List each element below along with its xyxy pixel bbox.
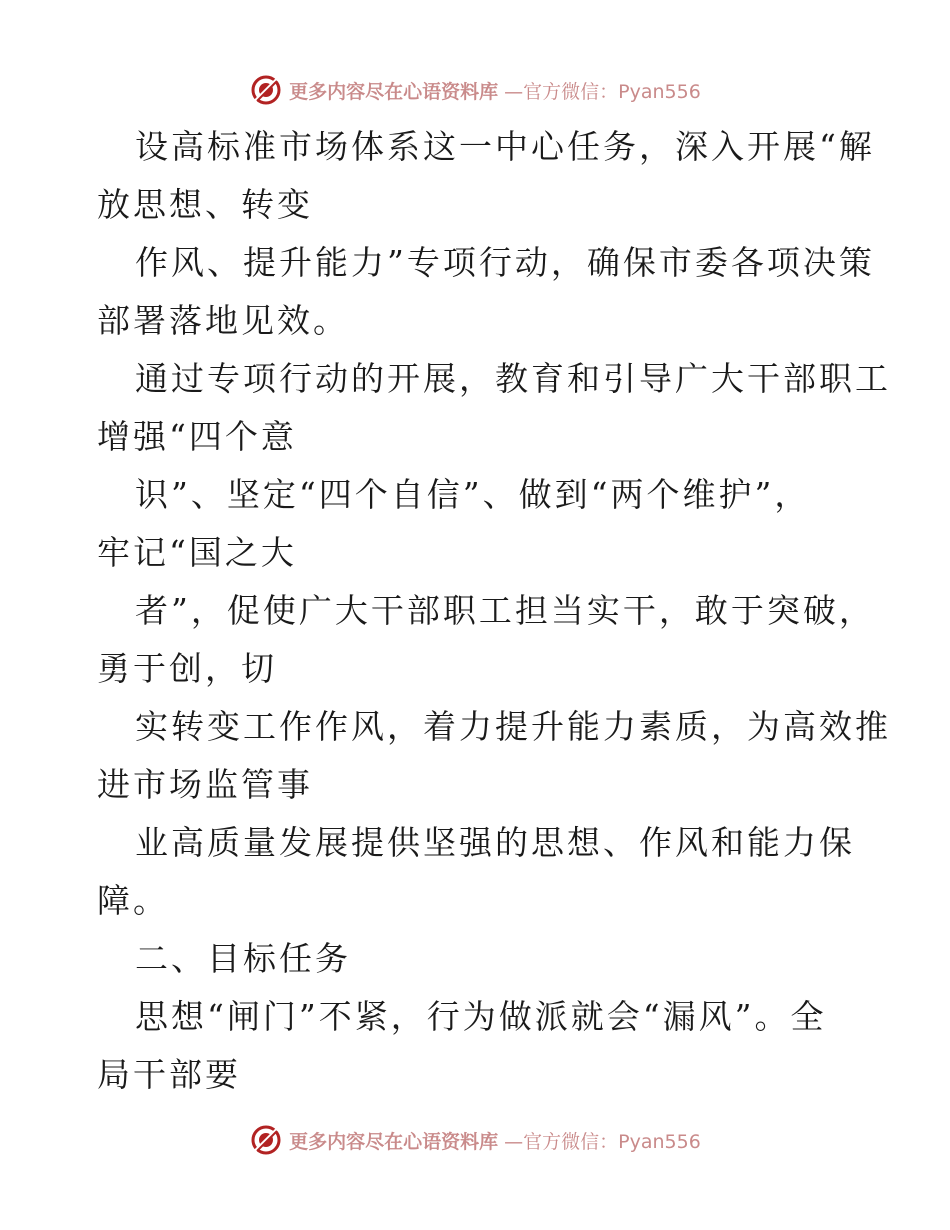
header-site-text: 更多内容尽在心语资料库 — [289, 80, 499, 103]
body-line: 勇于创，切 — [97, 649, 277, 688]
body-line: 通过专项行动的开展，教育和引导广大干部职工 — [135, 359, 891, 398]
body-line: 者”，促使广大干部职工担当实干，敢于突破， — [135, 591, 875, 630]
section-heading: 二、目标任务 — [135, 939, 351, 978]
body-line: 业高质量发展提供坚强的思想、作风和能力保 — [135, 823, 855, 862]
body-line: 设高标准市场体系这一中心任务，深入开展“解 — [135, 127, 875, 166]
pen-seal-icon — [249, 73, 283, 107]
header-wechat-text: —官方微信：Pyan556 — [504, 80, 701, 103]
body-line: 识”、坚定“四个自信”、做到“两个维护”， — [135, 475, 811, 514]
body-line: 放思想、转变 — [97, 185, 313, 224]
header-banner — [0, 70, 950, 110]
body-line: 实转变工作作风，着力提升能力素质，为高效推 — [135, 707, 891, 746]
body-line: 部署落地见效。 — [97, 301, 349, 340]
body-line: 作风、提升能力”专项行动，确保市委各项决策 — [135, 243, 875, 282]
document-body — [97, 118, 891, 1104]
body-line: 障。 — [97, 881, 169, 920]
body-line: 增强“四个意 — [97, 417, 297, 456]
body-line: 进市场监管事 — [97, 765, 313, 804]
body-line: 思想“闸门”不紧，行为做派就会“漏风”。全 — [135, 997, 827, 1036]
footer-wechat-text: —官方微信：Pyan556 — [504, 1130, 701, 1153]
footer-banner — [0, 1120, 950, 1160]
body-line: 局干部要 — [97, 1055, 241, 1094]
footer-site-text: 更多内容尽在心语资料库 — [289, 1130, 499, 1153]
body-line: 牢记“国之大 — [97, 533, 297, 572]
pen-seal-icon — [249, 1123, 283, 1157]
